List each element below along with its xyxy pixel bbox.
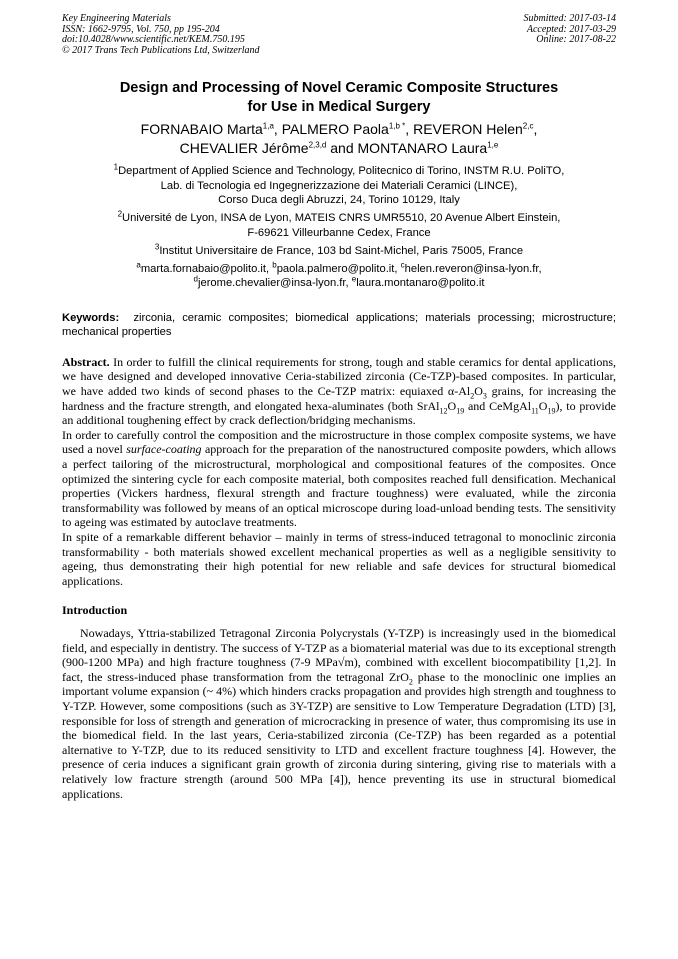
journal-copyright: © 2017 Trans Tech Publications Ltd, Switzerland bbox=[62, 44, 260, 56]
affiliation-line: Corso Duca degli Abruzzi, 24, Torino 10129, Italy bbox=[218, 194, 460, 207]
affiliation-3 bbox=[62, 244, 616, 259]
author-name: CHEVALIER Jérôme bbox=[179, 139, 309, 156]
journal-issn: ISSN: 1662-9795, Vol. 750, pp 195-204 bbox=[62, 23, 220, 35]
affiliation-number: 2 bbox=[117, 209, 123, 219]
author-name: REVERON Helen bbox=[413, 121, 523, 138]
author-name: FORNABAIO Marta bbox=[140, 121, 263, 138]
email-list: $^a$marta.fornabaio@polito.it, $^b$paola.palmero@polito.it, $^c$helen.reveron@insa-lyon.fr, $^d$jerome.chevalier@insa-lyon.fr, $^e$laura.montanaro@polito.it bbox=[136, 260, 542, 290]
affiliation-line: Department of Applied Science and Technology, Politecnico di Torino, INSTM R.U. PoliTO, bbox=[118, 165, 565, 178]
email-link[interactable]: laura.montanaro@polito.it bbox=[356, 277, 485, 290]
author-affiliation-mark: 1,e bbox=[487, 140, 499, 150]
author-list bbox=[62, 120, 616, 157]
author-affiliation-mark: 2,c bbox=[522, 121, 534, 131]
author-name: MONTANARO Laura bbox=[357, 139, 488, 156]
journal-doi: doi:10.4028/www.scientific.net/KEM.750.195 bbox=[62, 34, 245, 46]
title-line-2: for Use in Medical Surgery bbox=[247, 99, 431, 116]
affiliation-line: F-69621 Villeurbanne Cedex, France bbox=[247, 226, 431, 239]
affiliation-number: 1 bbox=[113, 162, 119, 172]
author-separator: , bbox=[273, 121, 282, 138]
journal-name: Key Engineering Materials bbox=[62, 13, 171, 24]
affiliation-number: 3 bbox=[154, 242, 160, 252]
author-name: PALMERO Paola bbox=[281, 121, 389, 138]
affiliations bbox=[62, 164, 616, 291]
affiliation-1 bbox=[62, 164, 616, 208]
journal-header bbox=[62, 14, 616, 56]
abstract-label: Abstract. bbox=[62, 354, 110, 369]
section-heading-introduction: Introduction bbox=[62, 603, 128, 618]
author-separator: and bbox=[326, 139, 358, 156]
author-affiliation-mark: 1,b * bbox=[388, 121, 406, 131]
author-affiliation-mark: 1,a bbox=[262, 121, 274, 131]
author-affiliation-mark: 2,3,d bbox=[308, 140, 327, 150]
date-submitted: Submitted: 2017-03-14 bbox=[523, 13, 616, 24]
author-line-2 bbox=[62, 139, 616, 158]
abstract-paragraph: In order to carefully control the composition and the microstructure in those complex composite systems, we have used a novel surface-coating approach for the preparation of the nanostructured composite powders, which allows a perfect tailoring of the microstructural, morphological and compositional features of the composites. Once optimized the sintering cycle for each composite material, both composites reached full densification. Mechanical properties (Vickers hardness, flexural strength and fracture toughness) were evaluated, while the zirconia transformability was followed by means of an optical microscope during load-unload bending tests. The sensitivity to ageing was estimated by autoclave treatments. bbox=[62, 427, 616, 530]
abstract-paragraph: In spite of a remarkable different behavior – mainly in terms of stress-induced tetragonal to monoclinic zirconia transformability - both materials showed excellent mechanical properties as well as a negligible sensitivity to ageing, thus demonstrating their high potential for new reliable and safe devices for structural biomedical applications. bbox=[62, 530, 616, 588]
email-link[interactable]: paola.palmero@polito.it bbox=[276, 262, 395, 275]
author-separator: , bbox=[405, 121, 414, 138]
author-separator: , bbox=[533, 121, 538, 138]
paper-title bbox=[62, 79, 616, 117]
affiliation-line: Université de Lyon, INSA de Lyon, MATEIS CNRS UMR5510, 20 Avenue Albert Einstein, bbox=[122, 212, 561, 225]
keywords bbox=[62, 311, 616, 340]
author-line-1 bbox=[62, 120, 616, 139]
introduction-paragraph: Nowadays, Yttria-stabilized Tetragonal Zirconia Polycrystals (Y-TZP) is increasingly used in the biomedical field, and especially in dentistry. The success of Y-TZP as a biomaterial material was due to its exceptional strength (900-1200 MPa) and high fracture toughness (7-9 MPa√m), combined with excellent biocompatibility [1,2]. In fact, the stress-induced phase transformation from the tetragonal ZrO$_2$ phase to the monoclinic one implies an important volume expansion (~ 4%) which hinders cracks propagation and provides high strength and toughness to Y-TZP. However, some compositions (such as 3Y-TZP) are sensitive to Low Temperature Degradation (LTD) [3], responsible for loss of strength and generation of microcracking in presence of water, thus compromising its use in the biomedical field. In the last years, Ceria-stabilized zirconia (Ce-TZP) has been regarded as a potential alternative to Y-TZP, due to its reduced sensitivity to LTD and excellent fracture toughness [4]. However, the presence of ceria induces a significant grain growth of zirconia during sintering, giving rise to materials with a relatively low fracture strength (around 500 MPa [4]), hence preventing its use in structural biomedical applications. bbox=[62, 625, 616, 801]
title-line-1: Design and Processing of Novel Ceramic Composite Structures bbox=[119, 80, 559, 97]
affiliation-line: Institut Universitaire de France, 103 bd Saint-Michel, Paris 75005, France bbox=[159, 244, 524, 257]
email-link[interactable]: jerome.chevalier@insa-lyon.fr bbox=[197, 277, 346, 290]
abstract-paragraph: Abstract. In order to fulfill the clinical requirements for strong, tough and stable ceramics for dental applications, we have designed and developed innovative Ceria-stabilized zirconia (Ce-TZP)-based composites. In particular, we have added two kinds of second phases to the Ce-TZP matrix: equiaxed $\alpha-Al_2O_3$ grains, for increasing the hardness and the fracture strength, and elongated hexa-aluminates (both $SrAl_{12}O_{19}$ and $CeMgAl_{11}O_{19}$), to provide an additional toughening effect by crack deflection/bridging mechanisms. bbox=[62, 354, 617, 428]
affiliation-line: Lab. di Tecnologia ed Ingegnerizzazione dei Materiali Ceramici (LINCE), bbox=[160, 179, 518, 192]
abstract bbox=[62, 355, 616, 589]
date-accepted: Accepted: 2017-03-29 bbox=[526, 23, 616, 35]
email-link[interactable]: helen.reveron@insa-lyon.fr bbox=[404, 262, 539, 275]
affiliation-2 bbox=[62, 211, 616, 240]
journal-info bbox=[62, 14, 260, 56]
email-link[interactable]: marta.fornabaio@polito.it bbox=[140, 262, 267, 275]
publication-dates bbox=[524, 14, 617, 56]
keywords-label: Keywords: bbox=[62, 311, 120, 324]
keywords-text: zirconia, ceramic composites; biomedical applications; materials processing; microstructure; mechanical properties bbox=[62, 311, 616, 339]
date-online: Online: 2017-08-22 bbox=[536, 34, 616, 46]
